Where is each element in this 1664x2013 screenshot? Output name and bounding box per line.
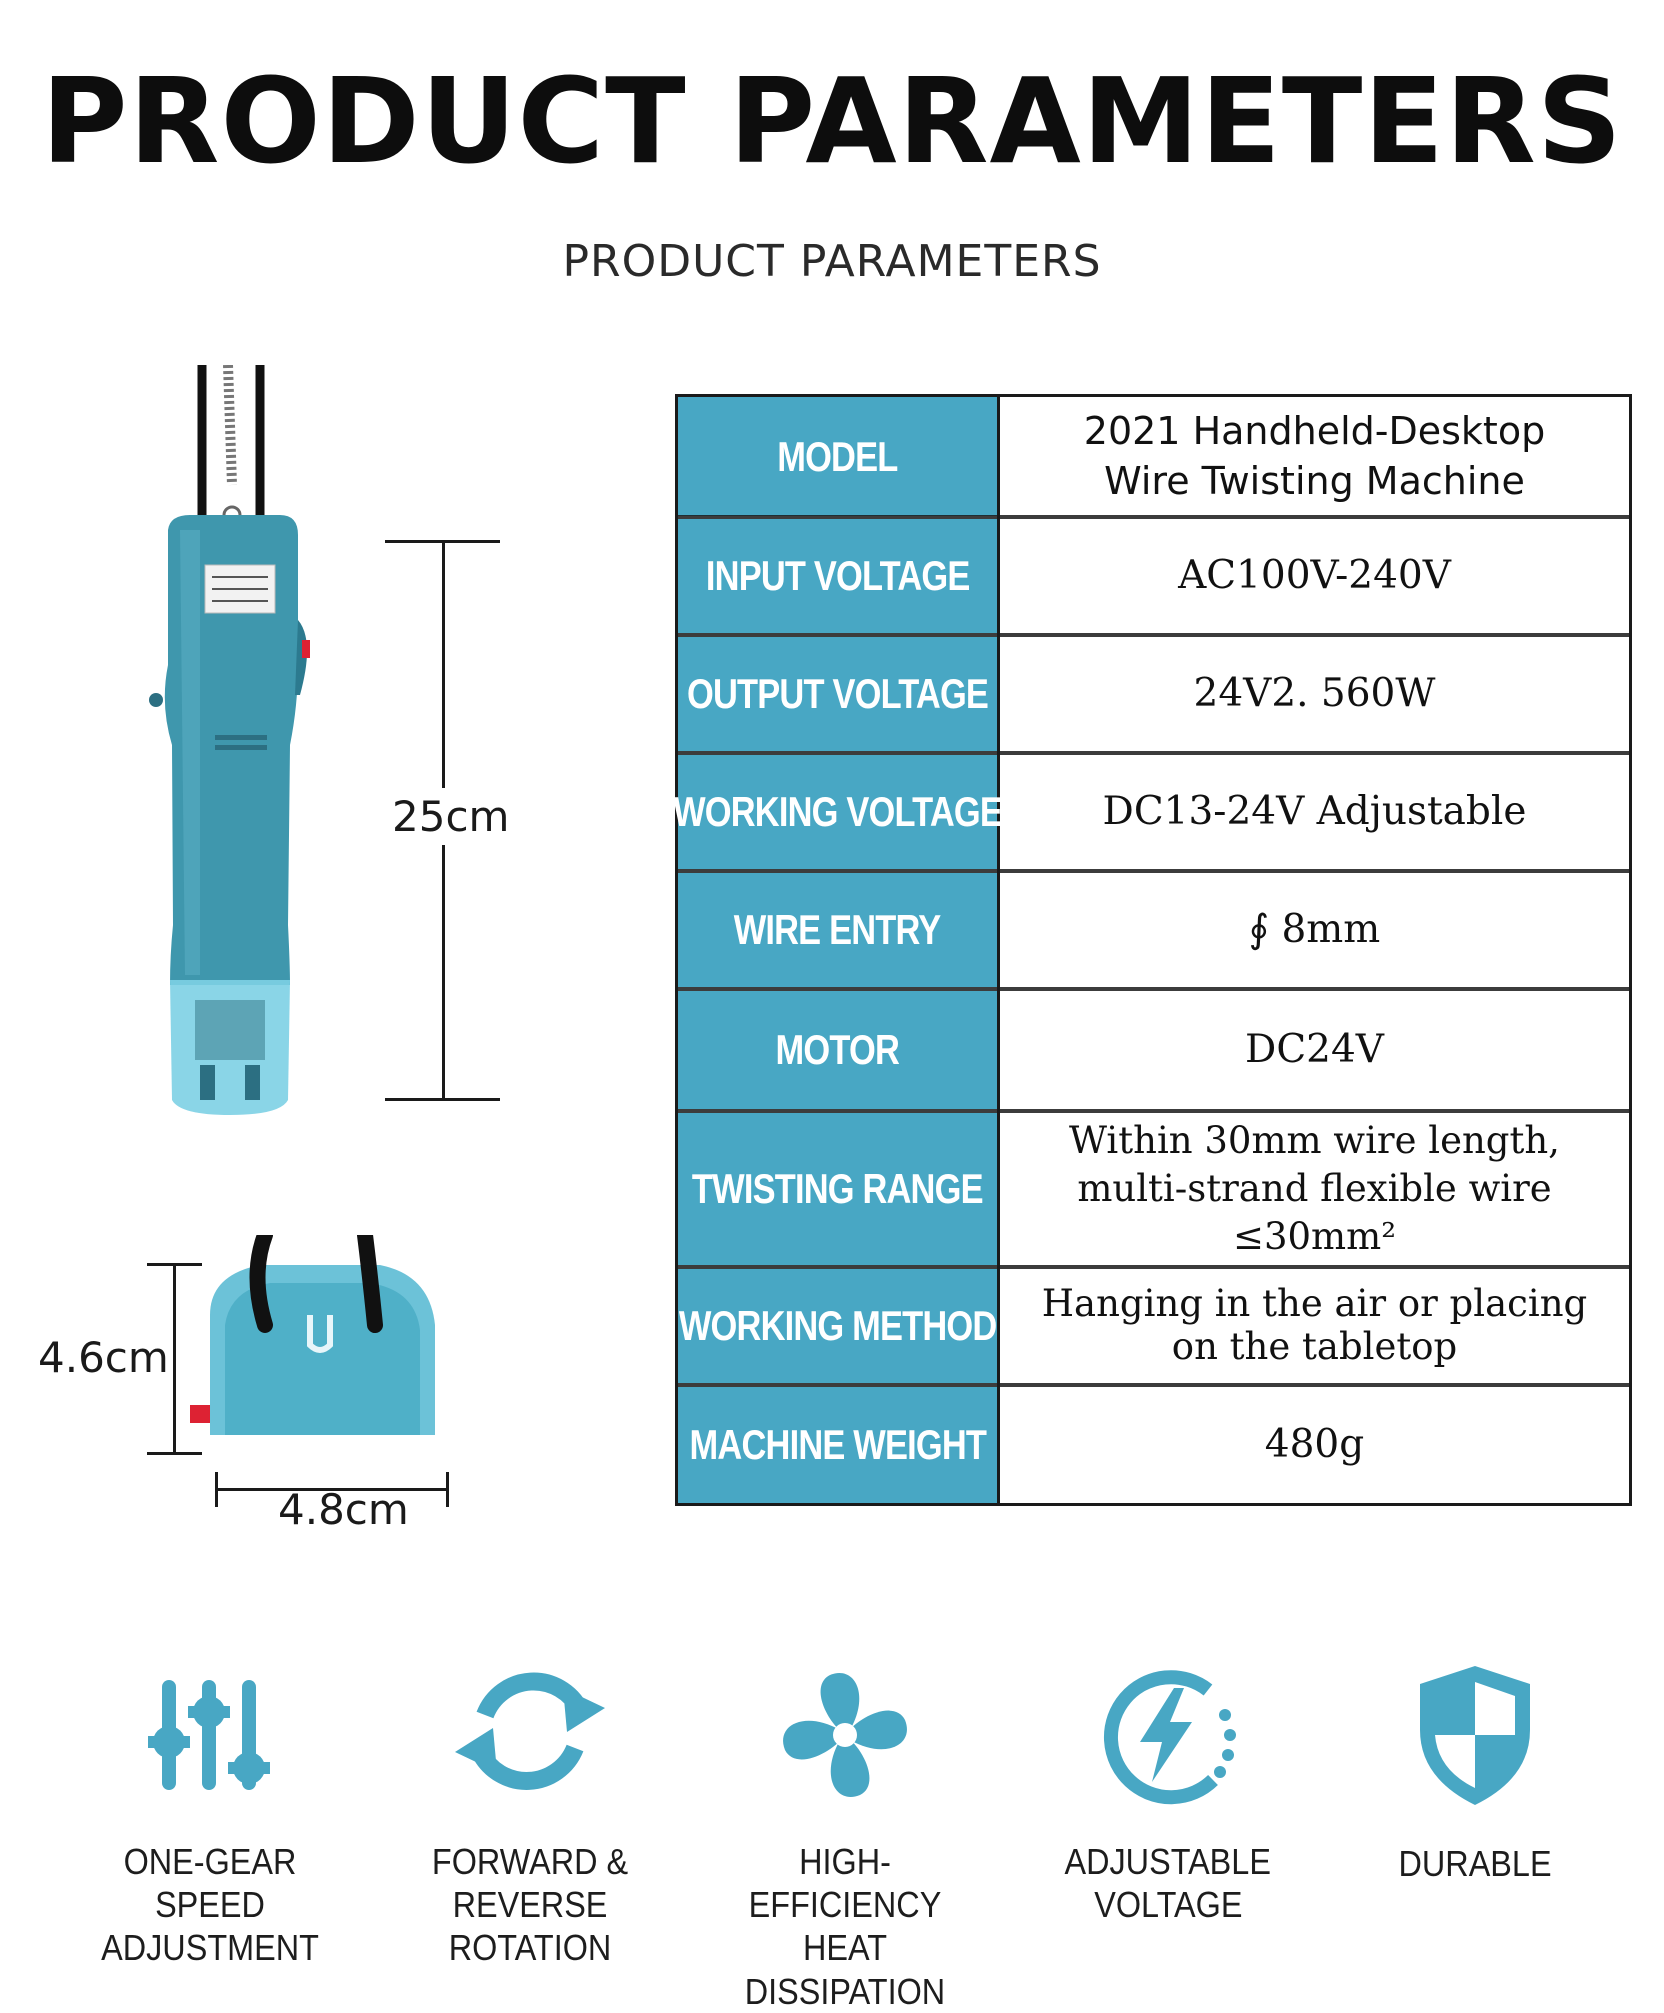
spec-row-machine-weight (678, 1387, 1629, 1503)
spec-value: 2021 Handheld-Desktop Wire Twisting Machine (1083, 409, 1546, 503)
page-title: PRODUCT PARAMETERS (41, 52, 1623, 190)
height-label: 25cm (390, 788, 511, 845)
product-image-side (140, 365, 330, 1115)
spec-value: Hanging in the air or placing on the tabletop (1041, 1282, 1588, 1368)
spec-row-twisting-range (678, 1113, 1629, 1265)
spec-label: MODEL (678, 397, 997, 516)
width-dim-right (446, 1472, 449, 1507)
feature-label: ONE-GEAR SPEED ADJUSTMENT (101, 1841, 319, 1969)
feature-label: DURABLE (1398, 1843, 1552, 1884)
spec-value: 24V2. 560W (1193, 670, 1436, 716)
base-dim-bottom (147, 1452, 202, 1455)
lightning-gauge-icon (1088, 1660, 1248, 1810)
spec-row-working-voltage (673, 755, 1629, 869)
feature-label: HIGH-EFFICIENCY HEAT DISSIPATION (744, 1841, 946, 2012)
shield-icon (1410, 1660, 1540, 1810)
feature-label: FORWARD & REVERSE ROTATION (431, 1841, 629, 1969)
spec-label: WORKING METHOD (678, 1269, 997, 1383)
product-image-base (180, 1235, 450, 1455)
rotation-arrows-icon (445, 1660, 615, 1800)
feature-rotation (380, 1660, 680, 1969)
spec-value: DC24V (1245, 1026, 1384, 1072)
spec-row-working-method (678, 1269, 1629, 1383)
base-height-label: 4.6cm (38, 1333, 169, 1382)
spec-value: AC100V-240V (1178, 552, 1451, 598)
sliders-icon (140, 1660, 280, 1800)
fan-icon (770, 1660, 920, 1810)
spec-value: ∮ 8mm (1248, 906, 1381, 952)
spec-label: MACHINE WEIGHT (678, 1387, 997, 1503)
page-subtitle: PRODUCT PARAMETERS (562, 236, 1102, 287)
spec-label: TWISTING RANGE (678, 1113, 997, 1265)
spec-row-wire-entry (678, 873, 1629, 987)
spec-row-model (678, 397, 1629, 516)
feature-adjustable-voltage (1018, 1660, 1318, 1926)
feature-speed-adjustment (60, 1660, 360, 1969)
feature-durable (1325, 1660, 1625, 1884)
base-width-label: 4.8cm (278, 1485, 409, 1534)
spec-value: Within 30mm wire length, multi-strand flexible wire ≤30mm² (1069, 1118, 1560, 1259)
spec-label: INPUT VOLTAGE (678, 519, 997, 633)
dim-line-bottom (385, 1098, 500, 1101)
spec-value: DC13-24V Adjustable (1102, 788, 1527, 834)
spec-row-motor (678, 991, 1629, 1109)
spec-label: OUTPUT VOLTAGE (678, 637, 997, 751)
feature-label: ADJUSTABLE VOLTAGE (1064, 1841, 1272, 1926)
feature-heat-dissipation (695, 1660, 995, 2012)
spec-row-input-voltage (678, 519, 1629, 633)
spec-row-output-voltage (678, 637, 1629, 751)
spec-label: MOTOR (678, 991, 997, 1109)
spec-label: WIRE ENTRY (678, 873, 997, 987)
spec-value: 480g (1264, 1421, 1365, 1467)
spec-label: WORKING VOLTAGE (678, 755, 997, 869)
base-dim-vertical (173, 1263, 176, 1453)
spec-table (675, 394, 1632, 1506)
